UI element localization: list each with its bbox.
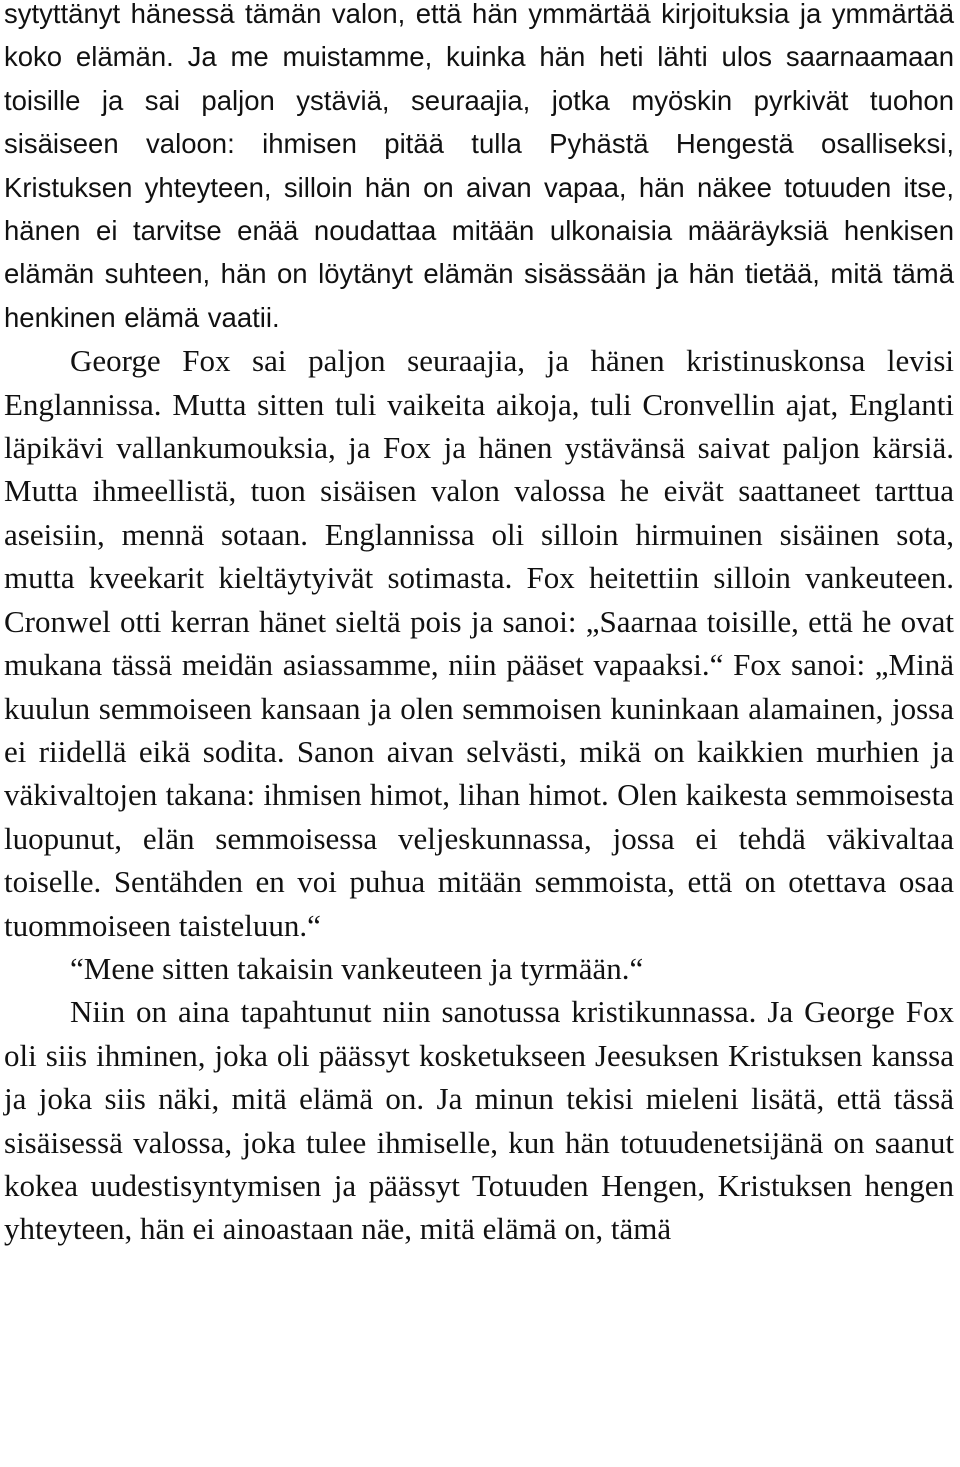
document-page	[4, 0, 954, 1251]
paragraph-1: sytyttänyt hänessä tämän valon, että hän ymmärtää kirjoituksia ja ymmärtää koko elämän. Ja me muistamme, kuinka hän heti lähti ulos saarnaamaan toisille ja sai paljon ystäviä, seuraajia, jotka myöskin pyrkivät tuohon sisäiseen valoon: ihmisen pitää tulla Pyhästä Hengestä osalliseksi, Kristuksen yhteyteen, silloin hän on aivan vapaa, hän näkee totuuden itse, hänen ei tarvitse enää noudattaa mitään ulkonaisia määräyksiä henkisen elämän suhteen, hän on löytänyt elämän sisässään ja hän tietää, mitä tämä henkinen elämä vaatii.	[4, 0, 954, 333]
paragraph-3: “Mene sitten takaisin vankeuteen ja tyrmään.“	[70, 950, 644, 986]
paragraph-2: George Fox sai paljon seuraajia, ja hänen kristinuskonsa levisi Englannissa. Mutta sitten tuli vaikeita aikoja, tuli Cronvellin ajat, Englanti läpikävi vallankumouksia, ja Fox ja hänen ystävänsä saivat paljon kärsiä. Mutta ihmeellistä, tuon sisäisen valon valossa he eivät saattaneet tarttua aseisiin, mennä sotaan. Englannissa oli silloin hirmuinen sisäinen sota, mutta kveekarit kieltäytyivät sotimasta. Fox heitettiin silloin vankeuteen. Cronwel otti kerran hänet sieltä pois ja sanoi: „Saarnaa toisille, että he ovat mukana tässä meidän asiassamme, niin pääset vapaaksi.“ Fox sanoi: „Minä kuulun semmoiseen kansaan ja olen semmoisen kuninkaan alamainen, jossa ei riidellä eikä sodita. Sanon aivan selvästi, mikä on kaikkien murhien ja väkivaltojen takana: ihmisen himot, lihan himot. Olen kaikesta semmoisesta luopunut, elän semmoisessa veljeskunnassa, jossa ei tehdä väkivaltaa toiselle. Sentähden en voi puhua mitään semmoista, että on otettava osaa tuommoiseen taisteluun.“	[4, 343, 954, 943]
paragraph-4: Niin on aina tapahtunut niin sanotussa kristikunnassa. Ja George Fox oli siis ihminen, joka oli päässyt kosketukseen Jeesuksen Kristuksen kanssa ja joka siis näki, mitä elämä on. Ja minun tekisi mieleni lisätä, että tässä sisäisessä valossa, joka tulee ihmiselle, kun hän totuudenetsijänä on saanut kokea uudestisyntymisen ja päässyt Totuuden Hengen, Kristuksen hengen yhteyteen, hän ei ainoastaan näe, mitä elämä on, tämä	[4, 994, 954, 1247]
